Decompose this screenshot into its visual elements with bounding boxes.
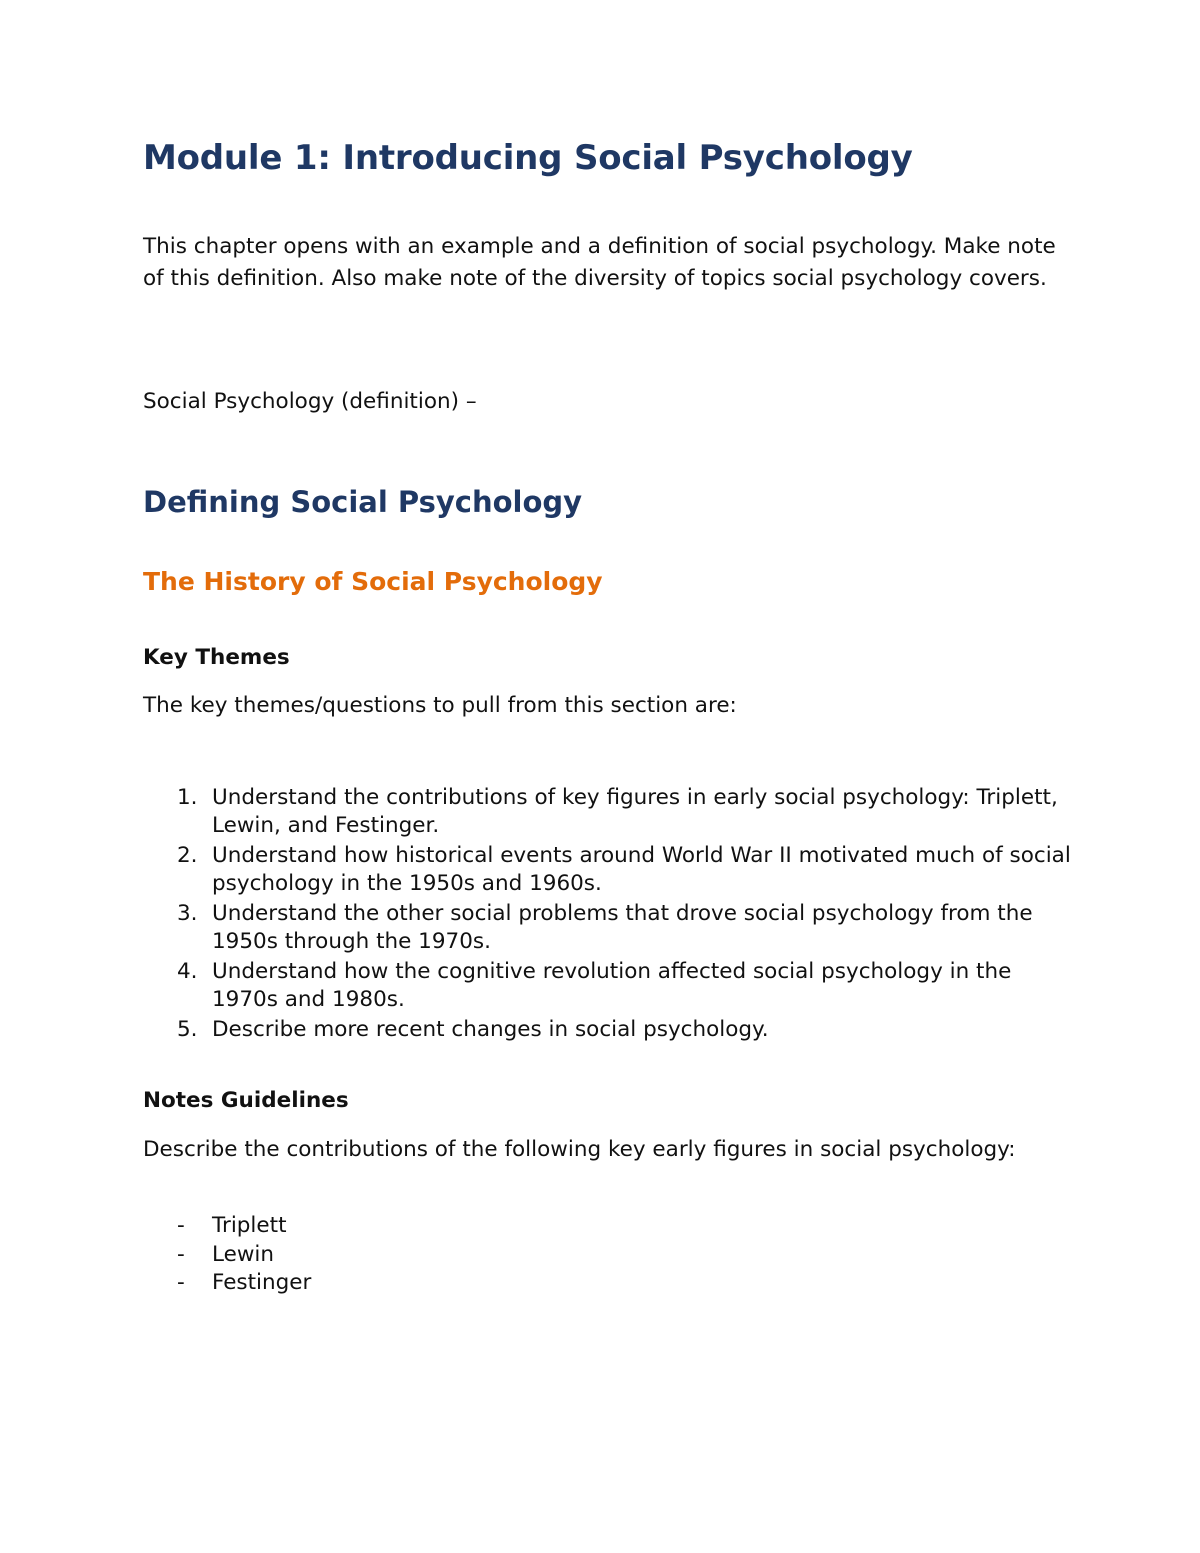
key-figures-list	[143, 1212, 311, 1298]
list-item	[143, 1269, 311, 1298]
notes-guidelines-heading: Notes Guidelines	[143, 1088, 349, 1113]
list-item-text: Understand the contributions of key figures in early social psychology: Triplett, Lewin, and Festinger.	[212, 785, 1058, 838]
key-themes-lead: The key themes/questions to pull from this section are:	[143, 693, 737, 718]
key-themes-heading: Key Themes	[143, 645, 290, 670]
list-item-number: 2.	[177, 843, 198, 868]
list-item	[143, 784, 1073, 840]
section-heading: Defining Social Psychology	[143, 485, 583, 519]
list-item-text: Understand the other social problems that drove social psychology from the 1950s through the 1970s.	[212, 901, 1033, 954]
list-item-text: Understand how the cognitive revolution affected social psychology in the 1970s and 1980s.	[212, 959, 1012, 1012]
dash-bullet: -	[177, 1270, 185, 1295]
list-item	[143, 842, 1073, 898]
notes-guidelines-lead: Describe the contributions of the following key early figures in social psychology:	[143, 1137, 1016, 1162]
list-item	[143, 958, 1073, 1014]
dash-bullet: -	[177, 1241, 185, 1267]
list-item-number: 3.	[177, 901, 198, 926]
intro-paragraph: This chapter opens with an example and a definition of social psychology. Make note of this definition. Also make note of the diversity of topics social psychology covers.	[143, 234, 1056, 291]
list-item-text: Triplett	[212, 1213, 287, 1238]
list-item-text: Describe more recent changes in social psychology.	[212, 1017, 769, 1042]
list-item	[143, 900, 1073, 956]
list-item	[143, 1212, 311, 1241]
list-item-number: 5.	[177, 1017, 198, 1042]
list-item-text: Understand how historical events around World War II motivated much of social psychology in the 1950s and 1960s.	[212, 843, 1071, 896]
list-item	[143, 1241, 311, 1270]
dash-bullet: -	[177, 1213, 185, 1238]
list-item-number: 4.	[177, 959, 198, 984]
list-item-number: 1.	[177, 785, 198, 810]
subsection-heading: The History of Social Psychology	[143, 567, 603, 596]
list-item	[143, 1016, 1073, 1044]
list-item-text: Festinger	[212, 1270, 312, 1295]
definition-prompt: Social Psychology (definition) –	[143, 389, 477, 414]
page-title: Module 1: Introducing Social Psychology	[143, 138, 913, 178]
key-themes-list	[143, 784, 1073, 1046]
list-item-text: Lewin	[212, 1241, 275, 1267]
